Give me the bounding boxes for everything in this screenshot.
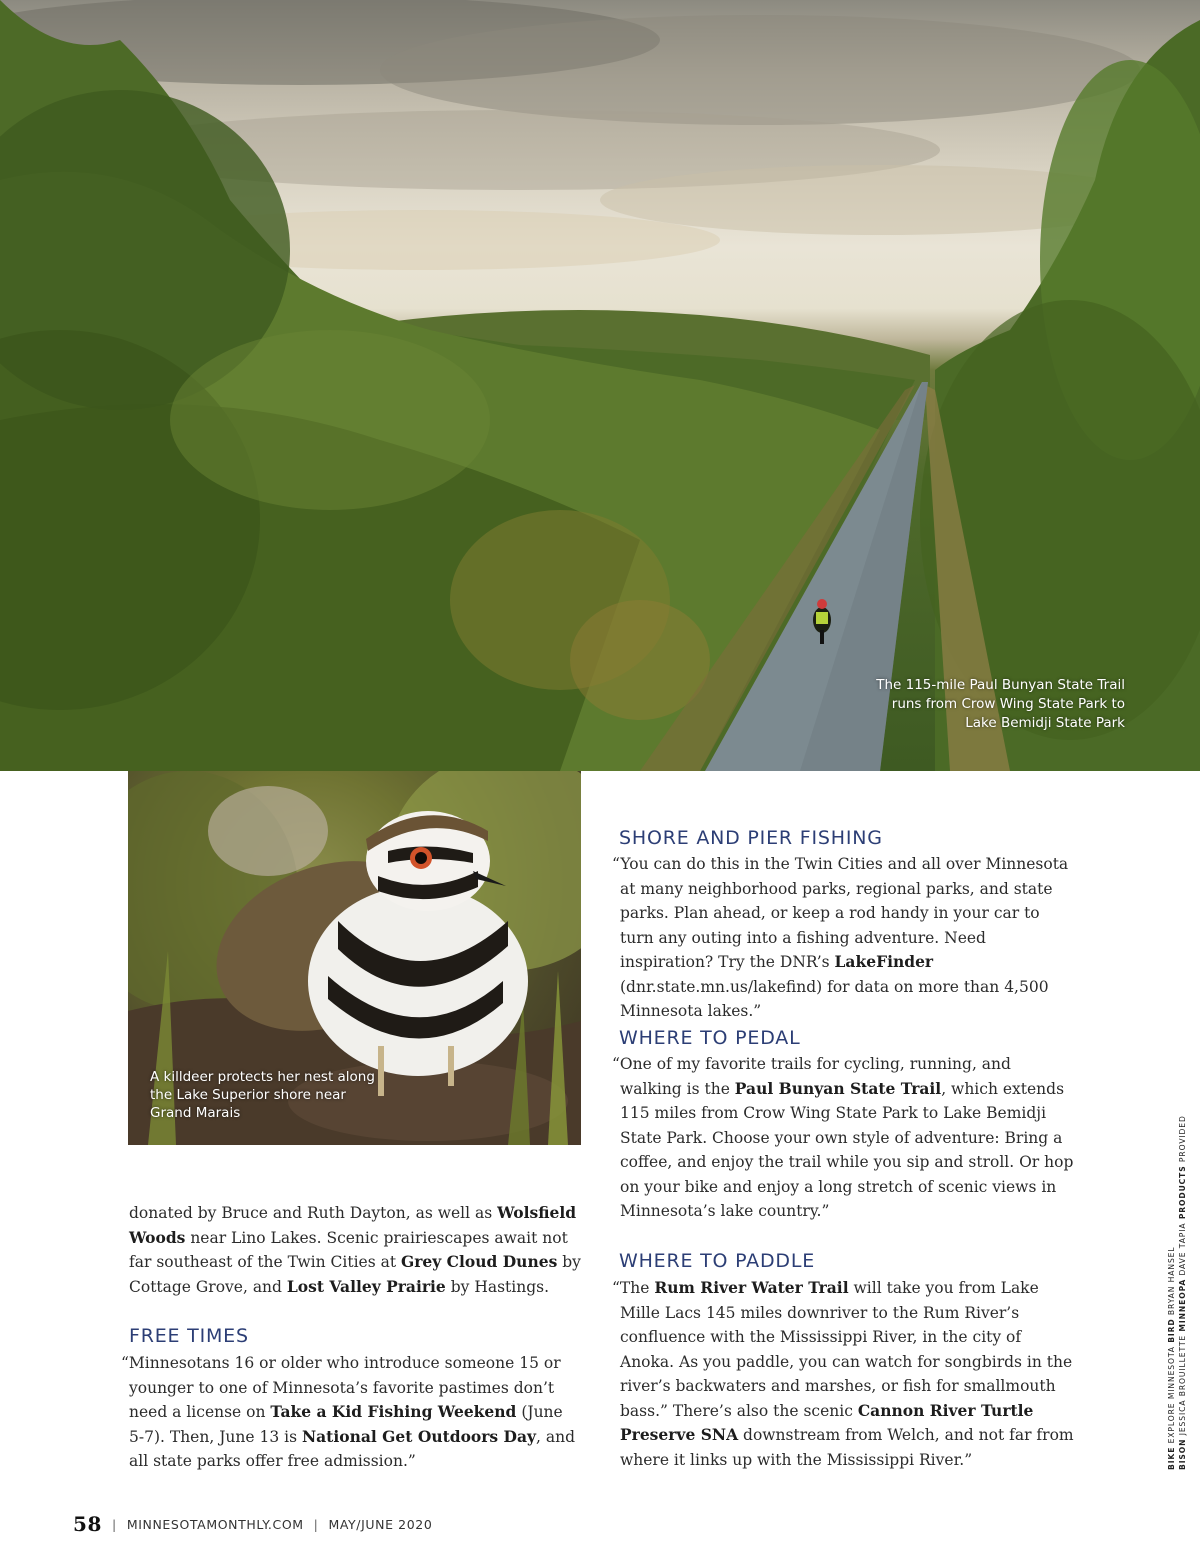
footer-issue: MAY/JUNE 2020	[328, 1516, 433, 1532]
credit-key: MINNEOPA	[1178, 1278, 1187, 1332]
credit-key: BIKE	[1167, 1446, 1176, 1470]
left-intro-paragraph	[129, 1201, 581, 1299]
text-run: “One of my favorite trails for cycling, running, and walking is the	[612, 1055, 1011, 1098]
killdeer-photo-caption: A killdeer protects her nest along the Lake Superior shore near Grand Marais	[150, 1069, 375, 1121]
text-run: by Hastings.	[445, 1277, 549, 1296]
text-run: (June 5-7). Then, June 13 is	[129, 1403, 563, 1446]
heading-where-to-paddle: WHERE TO PADDLE	[619, 1250, 816, 1272]
text-run: , and all state parks offer free admission.”	[129, 1427, 576, 1470]
hero-photo-caption: The 115-mile Paul Bunyan State Trail runs from Crow Wing State Park to Lake Bemidji State Park	[876, 677, 1125, 731]
credit-key: BIRD	[1167, 1318, 1176, 1343]
place-wolsfield-woods: Wolsfield Woods	[129, 1203, 577, 1247]
heading-shore-pier-fishing: SHORE AND PIER FISHING	[619, 827, 883, 849]
credit-key: BISON	[1178, 1438, 1187, 1470]
trail-landscape-illustration	[0, 0, 1200, 771]
shore-fishing-paragraph	[612, 852, 1075, 1024]
footer-site: MINNESOTAMONTHLY.COM	[126, 1516, 304, 1532]
killdeer-photo	[128, 771, 581, 1145]
credit-value: BRYAN HANSEL	[1167, 1246, 1176, 1319]
page-number: 58	[73, 1512, 103, 1536]
pedal-paragraph	[612, 1052, 1075, 1224]
text-run: , which extends 115 miles from Crow Wing State Park to Lake Bemidji State Park. Choose your own style of adventure: Bring a coffee, and enjoy the trail while you sip and stroll. Or hop on your bike and enjoy a long stretch of scenic views in Minnesota’s lake country.”	[620, 1079, 1074, 1220]
text-run: “The	[612, 1279, 655, 1297]
place-grey-cloud-dunes: Grey Cloud Dunes	[401, 1252, 558, 1271]
credits-line-2	[1177, 1080, 1188, 1470]
text-run: near Lino Lakes. Scenic prairiescapes await not far southeast of the Twin Cities at	[129, 1228, 568, 1271]
hero-photo	[0, 0, 1200, 771]
paddle-paragraph	[612, 1276, 1075, 1472]
heading-free-times: FREE TIMES	[129, 1325, 249, 1347]
text-run: “Minnesotans 16 or older who introduce someone 15 or younger to one of Minnesota’s favorite pastimes don’t need a license on	[121, 1354, 561, 1421]
credit-value: JESSICA BROUILLETTE	[1178, 1331, 1187, 1439]
text-run: downstream from Welch, and not far from where it links up with the Mississippi River.”	[620, 1426, 1074, 1469]
trail-rum-river: Rum River Water Trail	[654, 1278, 849, 1297]
footer-separator: |	[313, 1516, 319, 1532]
credit-value: EXPLORE MINNESOTA	[1167, 1342, 1176, 1447]
free-times-paragraph	[121, 1351, 581, 1474]
event-national-get-outdoors-day: National Get Outdoors Day	[301, 1426, 537, 1446]
lakefinder-name: LakeFinder	[834, 952, 934, 971]
event-take-a-kid-fishing: Take a Kid Fishing Weekend	[270, 1402, 517, 1421]
page-footer	[73, 1512, 432, 1536]
text-run: will take you from Lake Mille Lacs 145 miles downriver to the Rum River’s confluence with the Mississippi River, in the city of Anoka. As you paddle, you can watch for songbirds in the river’s backwaters and marshes, or fish for smallmouth bass.” There’s also the scenic	[620, 1279, 1073, 1420]
credit-value: DAVE TAPIA	[1178, 1219, 1187, 1279]
photo-credits	[1166, 1080, 1188, 1470]
credit-value: PROVIDED	[1178, 1115, 1187, 1166]
text-run: (dnr.state.mn.us/lakefind) for data on more than 4,500 Minnesota lakes.”	[620, 977, 1049, 1020]
trail-paul-bunyan: Paul Bunyan State Trail	[734, 1078, 942, 1098]
text-run: “You can do this in the Twin Cities and all over Minnesota at many neighborhood parks, regional parks, and state parks. Plan ahead, or keep a rod handy in your car to turn any outing into a fishing adventure. Need inspiration? Try the DNR’s	[612, 855, 1069, 971]
text-run: by Cottage Grove, and	[129, 1253, 581, 1296]
heading-where-to-pedal: WHERE TO PEDAL	[619, 1027, 801, 1049]
footer-separator: |	[112, 1516, 117, 1532]
text-run: donated by Bruce and Ruth Dayton, as well as	[129, 1204, 498, 1222]
place-lost-valley-prairie: Lost Valley Prairie	[286, 1276, 446, 1296]
place-cannon-river-turtle-preserve: Cannon River Turtle Preserve SNA	[620, 1400, 1034, 1444]
credit-key: PRODUCTS	[1178, 1165, 1187, 1220]
credits-line-1	[1166, 1080, 1177, 1470]
